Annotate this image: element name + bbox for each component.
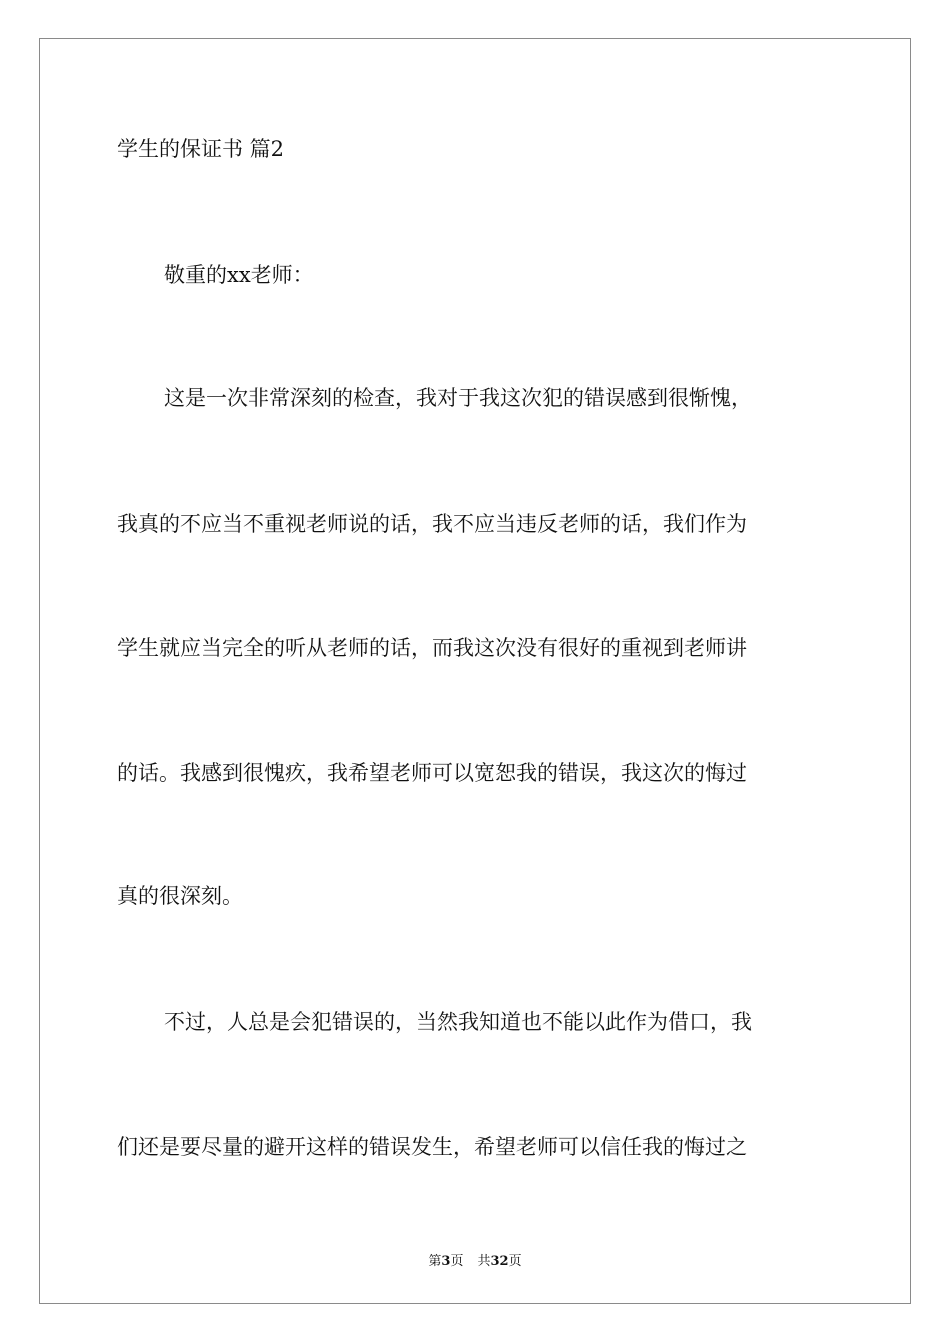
total-pages: 32 xyxy=(490,1254,509,1269)
paragraph-line-3: 学生就应当完全的听从老师的话，而我这次没有很好的重视到老师讲 xyxy=(117,636,747,660)
page-border xyxy=(39,38,911,1304)
page-suffix: 页 xyxy=(450,1254,464,1269)
page-number: 3 xyxy=(441,1254,451,1269)
paragraph-line-7: 们还是要尽量的避开这样的错误发生，希望老师可以信任我的悔过之 xyxy=(117,1135,747,1159)
document-heading: 学生的保证书 篇2 xyxy=(117,137,285,161)
salutation: 敬重的xx老师： xyxy=(164,263,314,287)
total-prefix: 共 xyxy=(477,1254,491,1269)
page-footer xyxy=(0,1250,950,1269)
paragraph-line-4: 的话。我感到很愧疚，我希望老师可以宽恕我的错误，我这次的悔过 xyxy=(117,761,747,785)
paragraph-line-1: 这是一次非常深刻的检查，我对于我这次犯的错误感到很惭愧， xyxy=(164,386,752,410)
paragraph-line-6: 不过，人总是会犯错误的，当然我知道也不能以此作为借口，我 xyxy=(164,1010,752,1034)
paragraph-line-5: 真的很深刻。 xyxy=(117,884,243,908)
paragraph-line-2: 我真的不应当不重视老师说的话，我不应当违反老师的话，我们作为 xyxy=(117,512,747,536)
page-prefix: 第 xyxy=(428,1254,442,1269)
total-suffix: 页 xyxy=(508,1254,522,1269)
